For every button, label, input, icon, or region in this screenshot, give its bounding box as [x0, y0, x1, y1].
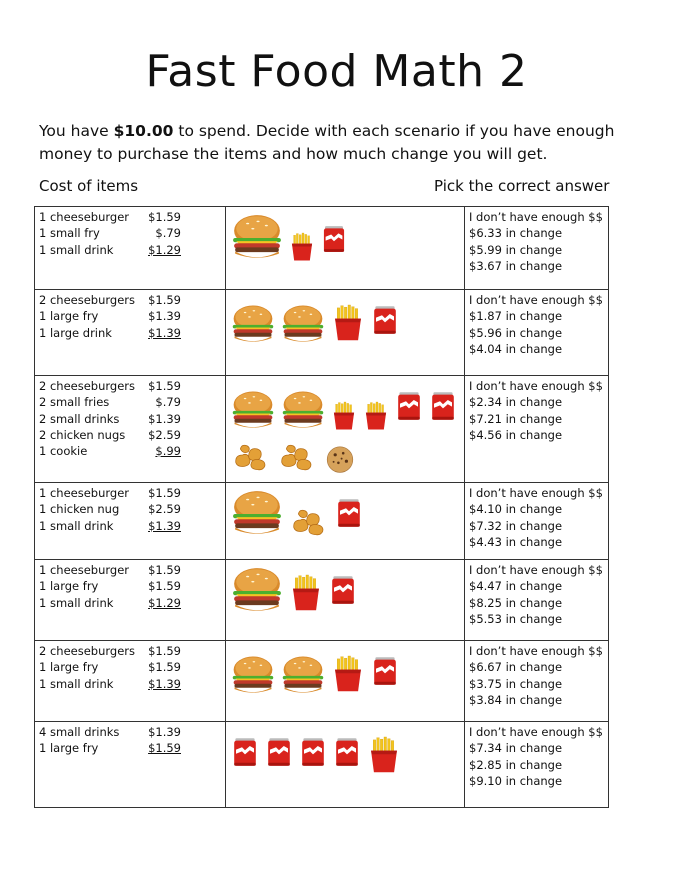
item-price: $1.59: [148, 644, 181, 658]
cost-line: [39, 501, 221, 517]
scenario-table: [34, 206, 609, 808]
cost-line: [39, 578, 221, 594]
drink-icon: [230, 726, 260, 778]
item-name: 2 chicken nugs: [39, 427, 126, 442]
answer-option[interactable]: $5.96 in change: [469, 325, 563, 340]
item-name: 1 large fry: [39, 741, 99, 756]
drink-icon: [264, 726, 294, 778]
cookie-icon: [322, 442, 358, 474]
item-name: 1 large fry: [39, 309, 99, 324]
drink-icon: [428, 380, 458, 432]
answer-option[interactable]: $3.67 in change: [469, 258, 563, 273]
cost-line: [39, 595, 221, 611]
answer-option[interactable]: $7.32 in change: [469, 518, 563, 533]
cost-line: [39, 411, 221, 427]
item-name: 2 cheeseburgers: [39, 644, 136, 658]
item-name: 2 cheeseburgers: [39, 379, 136, 393]
cost-line: [39, 427, 221, 443]
answer-option[interactable]: $5.53 in change: [469, 611, 563, 626]
item-name: 1 large fry: [39, 579, 99, 594]
drink-icon: [298, 726, 328, 778]
answer-option[interactable]: I don’t have enough $$: [469, 379, 603, 393]
cost-cell: [35, 290, 226, 376]
answer-option[interactable]: I don’t have enough $$: [469, 210, 603, 224]
item-price: $1.39: [148, 411, 181, 426]
intro-text: You have $10.00 to spend. Decide with each scenario if you have enough money to purchase the items and how much change you will get.: [39, 122, 615, 163]
scenario-row: [35, 722, 609, 808]
item-price: $1.29: [148, 595, 181, 610]
item-name: 1 small drink: [39, 518, 114, 533]
item-price: $2.59: [148, 427, 181, 442]
answer-option[interactable]: $2.34 in change: [469, 395, 563, 410]
answer-option[interactable]: $4.10 in change: [469, 502, 563, 517]
answer-option[interactable]: $6.67 in change: [469, 660, 563, 675]
fries-icon: [288, 231, 316, 263]
answer-cell: [465, 560, 609, 641]
chicken-nuggets-icon: [230, 436, 272, 474]
item-name: 1 cheeseburger: [39, 486, 130, 500]
answer-cell: [465, 376, 609, 483]
cost-header: Cost of items: [39, 177, 139, 195]
drink-icon: [320, 215, 348, 263]
item-price: $1.39: [148, 518, 181, 533]
item-name: 1 large drink: [39, 325, 112, 340]
answer-option[interactable]: $4.43 in change: [469, 534, 563, 549]
page-title: Fast Food Math 2: [145, 46, 528, 97]
answer-option[interactable]: $4.04 in change: [469, 341, 563, 356]
answer-header: Pick the correct answer: [434, 177, 610, 195]
item-name: 1 cookie: [39, 444, 88, 459]
answer-option[interactable]: $4.47 in change: [469, 579, 563, 594]
scenario-row: [35, 483, 609, 560]
drink-icon: [332, 726, 362, 778]
drink-icon: [334, 487, 364, 539]
fries-icon: [362, 400, 390, 432]
answer-option[interactable]: I don’t have enough $$: [469, 725, 603, 739]
item-price: $1.59: [148, 563, 181, 577]
burger-icon: [280, 302, 326, 346]
cost-line: [39, 443, 221, 459]
answer-cell: [465, 207, 609, 290]
answer-option[interactable]: $3.84 in change: [469, 692, 563, 707]
item-name: 1 cheeseburger: [39, 210, 130, 224]
item-price: $1.59: [148, 486, 181, 500]
answer-option[interactable]: $9.10 in change: [469, 773, 563, 788]
item-name: 1 cheeseburger: [39, 563, 130, 577]
answer-option[interactable]: I don’t have enough $$: [469, 563, 603, 577]
scenario-row: [35, 560, 609, 641]
item-price: $1.59: [148, 579, 181, 594]
item-name: 4 small drinks: [39, 725, 120, 739]
burger-icon: [280, 653, 326, 697]
cost-line: [39, 485, 221, 501]
answer-option[interactable]: $2.85 in change: [469, 757, 563, 772]
cost-line: [39, 518, 221, 534]
cost-cell: [35, 376, 226, 483]
answer-cell: [465, 641, 609, 722]
answer-option[interactable]: $6.33 in change: [469, 226, 563, 241]
drink-icon: [370, 294, 400, 346]
fries-icon: [366, 732, 402, 778]
burger-icon: [230, 653, 276, 697]
food-picture-cell: [226, 207, 465, 290]
answer-option[interactable]: I don’t have enough $$: [469, 644, 603, 658]
item-name: 1 small drink: [39, 595, 114, 610]
cost-cell: [35, 207, 226, 290]
chicken-nuggets-icon: [276, 436, 318, 474]
food-picture-cell: [226, 560, 465, 641]
answer-option[interactable]: $4.56 in change: [469, 427, 563, 442]
item-price: $1.39: [148, 676, 181, 691]
answer-cell: [465, 483, 609, 560]
item-price: $.99: [155, 444, 181, 459]
cost-line: [39, 308, 221, 324]
food-picture-cell: [226, 483, 465, 560]
item-name: 2 small drinks: [39, 411, 120, 426]
answer-option[interactable]: $8.25 in change: [469, 595, 563, 610]
item-price: $.79: [155, 226, 181, 241]
cost-line: [39, 325, 221, 341]
cost-line: [39, 292, 221, 308]
cost-cell: [35, 641, 226, 722]
item-price: $1.59: [148, 660, 181, 675]
item-price: $.79: [155, 395, 181, 410]
item-price: $1.39: [148, 325, 181, 340]
burger-icon: [230, 302, 276, 346]
drink-icon: [370, 645, 400, 697]
item-price: $1.59: [148, 379, 181, 393]
cost-line: [39, 562, 221, 578]
fries-icon: [330, 651, 366, 697]
item-price: $1.59: [148, 741, 181, 756]
cost-line: [39, 740, 221, 756]
answer-cell: [465, 722, 609, 808]
cost-line: [39, 659, 221, 675]
cost-line: [39, 378, 221, 394]
cost-line: [39, 724, 221, 740]
drink-icon: [328, 564, 358, 616]
budget-amount: $10.00: [113, 122, 174, 140]
fries-icon: [330, 300, 366, 346]
drink-icon: [394, 380, 424, 432]
answer-option[interactable]: I don’t have enough $$: [469, 486, 603, 500]
chicken-nuggets-icon: [288, 501, 330, 539]
cost-cell: [35, 722, 226, 808]
answer-option[interactable]: $7.34 in change: [469, 741, 563, 756]
answer-option[interactable]: $1.87 in change: [469, 309, 563, 324]
cost-line: [39, 643, 221, 659]
burger-icon: [230, 487, 284, 539]
food-picture-cell: [226, 376, 465, 483]
item-name: 1 small fry: [39, 226, 100, 241]
item-price: $1.39: [148, 725, 181, 739]
burger-icon: [230, 388, 276, 432]
cost-line: [39, 394, 221, 410]
item-price: $1.29: [148, 242, 181, 257]
cost-line: [39, 676, 221, 692]
cost-line: [39, 225, 221, 241]
item-name: 1 chicken nug: [39, 502, 120, 517]
food-picture-cell: [226, 641, 465, 722]
scenario-row: [35, 641, 609, 722]
cost-cell: [35, 483, 226, 560]
food-picture-cell: [226, 722, 465, 808]
scenario-row: [35, 290, 609, 376]
fries-icon: [288, 570, 324, 616]
item-name: 2 small fries: [39, 395, 110, 410]
food-picture-cell: [226, 290, 465, 376]
answer-option[interactable]: $5.99 in change: [469, 242, 563, 257]
burger-icon: [230, 564, 284, 616]
item-name: 1 small drink: [39, 676, 114, 691]
answer-option[interactable]: $7.21 in change: [469, 411, 563, 426]
cost-line: [39, 209, 221, 225]
item-price: $2.59: [148, 502, 181, 517]
answer-option[interactable]: I don’t have enough $$: [469, 293, 603, 307]
answer-option[interactable]: $3.75 in change: [469, 676, 563, 691]
item-price: $1.39: [148, 309, 181, 324]
item-name: 2 cheeseburgers: [39, 293, 136, 307]
item-price: $1.59: [148, 293, 181, 307]
answer-cell: [465, 290, 609, 376]
cost-line: [39, 242, 221, 258]
item-price: $1.59: [148, 210, 181, 224]
burger-icon: [280, 388, 326, 432]
item-name: 1 small drink: [39, 242, 114, 257]
item-name: 1 large fry: [39, 660, 99, 675]
fries-icon: [330, 400, 358, 432]
scenario-row: [35, 207, 609, 290]
burger-icon: [230, 211, 284, 263]
cost-cell: [35, 560, 226, 641]
scenario-row: [35, 376, 609, 483]
